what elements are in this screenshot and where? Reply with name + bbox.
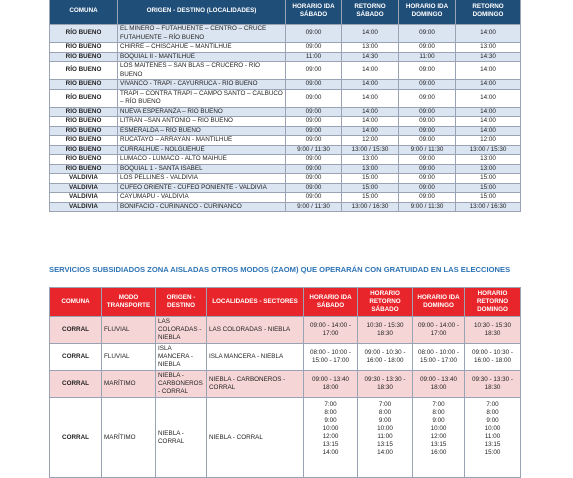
header-origen-destino: ORIGEN - DESTINO xyxy=(156,288,207,317)
cell-ida-sabado: 09:00 xyxy=(286,155,342,165)
cell-localidades: NIEBLA - CARBONEROS - CORRAL xyxy=(207,371,304,398)
table-header-row xyxy=(50,0,521,25)
cell-origen-destino: NUEVA ESPERANZA – RÍO BUENO xyxy=(118,107,286,117)
cell-retorno-sabado: 13:00 xyxy=(342,155,399,165)
header-ida-domingo: HORARIO IDA DOMINGO xyxy=(413,288,465,317)
table-row xyxy=(50,43,521,53)
cell-comuna: RÍO BUENO xyxy=(50,107,118,117)
cell-ida-domingo: 09:00 xyxy=(399,155,456,165)
cell-ida-sabado: 09:00 xyxy=(286,80,342,90)
header-comuna: COMUNA xyxy=(50,0,118,25)
cell-origen-destino: LOS MAITENES – SAN BLAS – CRUCERO - RÍO BUENO xyxy=(118,62,286,80)
cell-origen-destino: ESMERALDA – RÍO BUENO xyxy=(118,126,286,136)
cell-retorno-sabado: 14:00 xyxy=(342,107,399,117)
cell-retorno-sabado: 14:00 xyxy=(342,62,399,80)
table-header-row xyxy=(50,288,521,317)
cell-origen-destino: CURRALHUE - NOLGUEHUE xyxy=(118,145,286,155)
cell-ida-domingo: 09:00 xyxy=(399,164,456,174)
cell-retorno-domingo: 14:00 xyxy=(456,25,521,43)
cell-origen-destino: BOQUIAL II - MANTILHUE xyxy=(118,52,286,62)
cell-ida-sabado: 09:00 xyxy=(286,193,342,203)
cell-retorno-sabado: 7:00 8:00 9:00 10:00 11:00 13:15 14:00 xyxy=(358,398,413,478)
cell-ida-domingo: 09:00 - 13:40 18:00 xyxy=(413,371,465,398)
cell-comuna: RÍO BUENO xyxy=(50,136,118,146)
cell-ida-domingo: 09:00 xyxy=(399,89,456,107)
table-row xyxy=(50,317,521,344)
cell-modo: MARÍTIMO xyxy=(102,398,156,478)
cell-origen-destino: BONIFACIO - CURIÑANCO - CURIÑANCO xyxy=(118,202,286,212)
table-row xyxy=(50,183,521,193)
cell-modo: FLUVIAL xyxy=(102,344,156,371)
cell-origen-destino: TRAPI – CONTRA TRAPI – CAMPO SANTO – CALBUCO – RÍO BUENO xyxy=(118,89,286,107)
cell-ida-sabado: 09:00 - 13:40 18:00 xyxy=(304,371,358,398)
cell-ida-sabado: 9:00 / 11:30 xyxy=(286,145,342,155)
cell-comuna: RÍO BUENO xyxy=(50,89,118,107)
table-row xyxy=(50,371,521,398)
cell-ida-sabado: 09:00 xyxy=(286,25,342,43)
cell-comuna: VALDIVIA xyxy=(50,183,118,193)
section-heading: SERVICIOS SUBSIDIADOS ZONA AISLADAS OTROS MODOS (ZAOM) QUE OPERARÁN CON GRATUIDAD EN LAS ELECCIONES xyxy=(49,265,511,274)
cell-retorno-sabado: 15:00 xyxy=(342,174,399,184)
cell-ida-domingo: 09:00 xyxy=(399,117,456,127)
cell-ida-domingo: 09:00 xyxy=(399,126,456,136)
cell-origen-destino: LAS COLORADAS - NIEBLA xyxy=(156,317,207,344)
cell-retorno-domingo: 10:30 - 15:30 18:30 xyxy=(465,317,521,344)
table-row xyxy=(50,136,521,146)
cell-retorno-domingo: 14:00 xyxy=(456,126,521,136)
cell-retorno-sabado: 14:00 xyxy=(342,126,399,136)
table-row xyxy=(50,62,521,80)
cell-ida-sabado: 09:00 xyxy=(286,117,342,127)
bus-schedule-table xyxy=(49,0,521,212)
cell-retorno-domingo: 14:00 xyxy=(456,89,521,107)
cell-origen-destino: EL MINERO – FUTAHUENTE – CENTRO – CRUCE FUTAHUENTE – RÍO BUENO xyxy=(118,25,286,43)
cell-retorno-domingo: 12:00 xyxy=(456,136,521,146)
table-row xyxy=(50,126,521,136)
cell-retorno-domingo: 15:00 xyxy=(456,193,521,203)
table-row xyxy=(50,202,521,212)
cell-retorno-domingo: 14:30 xyxy=(456,52,521,62)
cell-ida-sabado: 09:00 xyxy=(286,43,342,53)
cell-retorno-domingo: 09:00 - 10:30 - 16:00 - 18:00 xyxy=(465,344,521,371)
table-row xyxy=(50,52,521,62)
table-row xyxy=(50,164,521,174)
cell-origen-destino: ISLA MANCERA - NIEBLA xyxy=(156,344,207,371)
header-modo-transporte: MODO TRANSPORTE xyxy=(102,288,156,317)
cell-comuna: RÍO BUENO xyxy=(50,52,118,62)
cell-origen-destino: NIEBLA - CARBONEROS - CORRAL xyxy=(156,371,207,398)
cell-retorno-sabado: 12:00 xyxy=(342,136,399,146)
cell-ida-domingo: 9:00 / 11:30 xyxy=(399,202,456,212)
cell-ida-sabado: 09:00 xyxy=(286,183,342,193)
table-row xyxy=(50,145,521,155)
cell-comuna: RÍO BUENO xyxy=(50,25,118,43)
header-origen-destino: ORIGEN - DESTINO (LOCALIDADES) xyxy=(118,0,286,25)
cell-retorno-sabado: 13:00 / 16:30 xyxy=(342,202,399,212)
cell-retorno-sabado: 15:00 xyxy=(342,193,399,203)
table-row xyxy=(50,25,521,43)
cell-comuna: CORRAL xyxy=(50,398,102,478)
cell-comuna: VALDIVIA xyxy=(50,202,118,212)
header-retorno-sabado: RETORNO SÁBADO xyxy=(342,0,399,25)
cell-retorno-domingo: 13:00 xyxy=(456,43,521,53)
cell-ida-sabado: 09:00 xyxy=(286,62,342,80)
cell-origen-destino: CHIRRE – CHISCAHUE – MANTILHUE xyxy=(118,43,286,53)
cell-origen-destino: LUMACO - LUMACO - ALTO MAIHUE xyxy=(118,155,286,165)
cell-retorno-sabado: 09:00 - 10:30 - 16:00 - 18:00 xyxy=(358,344,413,371)
table-row xyxy=(50,107,521,117)
cell-ida-domingo: 09:00 xyxy=(399,80,456,90)
cell-comuna: RÍO BUENO xyxy=(50,117,118,127)
table-row xyxy=(50,80,521,90)
cell-ida-sabado: 09:00 xyxy=(286,126,342,136)
cell-ida-domingo: 11:00 xyxy=(399,52,456,62)
cell-comuna: CORRAL xyxy=(50,371,102,398)
cell-comuna: RÍO BUENO xyxy=(50,62,118,80)
header-ida-sabado: HORARIO IDA SÁBADO xyxy=(286,0,342,25)
cell-retorno-domingo: 13:00 xyxy=(456,155,521,165)
cell-origen-destino: CUFEO ORIENTE - CUFEO PONIENTE - VALDIVIA xyxy=(118,183,286,193)
table-row xyxy=(50,117,521,127)
cell-comuna: RÍO BUENO xyxy=(50,145,118,155)
cell-ida-domingo: 08:00 - 10:00 - 15:00 - 17:00 xyxy=(413,344,465,371)
cell-ida-domingo: 09:00 xyxy=(399,43,456,53)
cell-origen-destino: NIEBLA - CORRAL xyxy=(156,398,207,478)
table-row xyxy=(50,155,521,165)
cell-modo: FLUVIAL xyxy=(102,317,156,344)
cell-ida-domingo: 09:00 xyxy=(399,107,456,117)
cell-ida-domingo: 09:00 xyxy=(399,136,456,146)
cell-ida-domingo: 09:00 xyxy=(399,193,456,203)
cell-retorno-sabado: 13:00 xyxy=(342,43,399,53)
cell-retorno-domingo: 15:00 xyxy=(456,174,521,184)
cell-comuna: VALDIVIA xyxy=(50,174,118,184)
table-row xyxy=(50,89,521,107)
cell-retorno-domingo: 14:00 xyxy=(456,62,521,80)
header-retorno-domingo: HORARIO RETORNO DOMINGO xyxy=(465,288,521,317)
cell-ida-sabado: 08:00 - 10:00 - 15:00 - 17:00 xyxy=(304,344,358,371)
cell-origen-destino: BOQUIAL 1 - SANTA ISABEL xyxy=(118,164,286,174)
cell-origen-destino: VIVANCO - TRAPI - CAYURRUCA - RÍO BUENO xyxy=(118,80,286,90)
cell-localidades: ISLA MANCERA - NIEBLA xyxy=(207,344,304,371)
cell-retorno-sabado: 14:00 xyxy=(342,117,399,127)
cell-retorno-domingo: 15:00 xyxy=(456,183,521,193)
cell-retorno-sabado: 13:00 / 15:30 xyxy=(342,145,399,155)
cell-retorno-domingo: 14:00 xyxy=(456,107,521,117)
header-comuna: COMUNA xyxy=(50,288,102,317)
cell-ida-sabado: 09:00 - 14:00 - 17:00 xyxy=(304,317,358,344)
cell-ida-domingo: 7:00 8:00 9:00 10:00 12:00 13:15 16:00 xyxy=(413,398,465,478)
cell-ida-domingo: 09:00 - 14:00 - 17:00 xyxy=(413,317,465,344)
cell-ida-domingo: 09:00 xyxy=(399,174,456,184)
cell-retorno-domingo: 7:00 8:00 9:00 10:00 11:00 13:15 15:00 xyxy=(465,398,521,478)
cell-retorno-domingo: 13:00 / 16:30 xyxy=(456,202,521,212)
cell-retorno-sabado: 10:30 - 15:30 18:30 xyxy=(358,317,413,344)
cell-ida-sabado: 09:00 xyxy=(286,107,342,117)
cell-localidades: LAS COLORADAS - NIEBLA xyxy=(207,317,304,344)
header-retorno-domingo: RETORNO DOMINGO xyxy=(456,0,521,25)
cell-origen-destino: LOS PELLINES - VALDIVIA xyxy=(118,174,286,184)
cell-ida-sabado: 09:00 xyxy=(286,164,342,174)
cell-ida-domingo: 9:00 / 11:30 xyxy=(399,145,456,155)
cell-localidades: NIEBLA - CORRAL xyxy=(207,398,304,478)
cell-retorno-domingo: 14:00 xyxy=(456,80,521,90)
cell-ida-sabado: 7:00 8:00 9:00 10:00 12:00 13:15 14:00 xyxy=(304,398,358,478)
cell-ida-sabado: 11:00 xyxy=(286,52,342,62)
table-row xyxy=(50,193,521,203)
cell-origen-destino: LITRÁN –SAN ANTONIO – RÍO BUENO xyxy=(118,117,286,127)
cell-comuna: CORRAL xyxy=(50,344,102,371)
cell-ida-sabado: 09:00 xyxy=(286,174,342,184)
cell-origen-destino: RUCATAYO – ARRAYÁN - MANTILHUE xyxy=(118,136,286,146)
cell-ida-sabado: 09:00 xyxy=(286,89,342,107)
zaom-schedule-table xyxy=(49,287,521,478)
cell-comuna: VALDIVIA xyxy=(50,193,118,203)
table-row xyxy=(50,398,521,478)
cell-ida-domingo: 09:00 xyxy=(399,62,456,80)
cell-comuna: RÍO BUENO xyxy=(50,126,118,136)
cell-retorno-sabado: 14:00 xyxy=(342,25,399,43)
table-row xyxy=(50,174,521,184)
cell-ida-domingo: 09:00 xyxy=(399,183,456,193)
cell-retorno-domingo: 13:00 / 15:30 xyxy=(456,145,521,155)
cell-comuna: RÍO BUENO xyxy=(50,43,118,53)
cell-retorno-sabado: 09:30 - 13:30 - 18:30 xyxy=(358,371,413,398)
header-retorno-sabado: HORARIO RETORNO SÁBADO xyxy=(358,288,413,317)
cell-retorno-domingo: 13:00 xyxy=(456,164,521,174)
cell-retorno-domingo: 14:00 xyxy=(456,117,521,127)
cell-retorno-sabado: 14:30 xyxy=(342,52,399,62)
header-ida-sabado: HORARIO IDA SÁBADO xyxy=(304,288,358,317)
header-ida-domingo: HORARIO IDA DOMINGO xyxy=(399,0,456,25)
cell-ida-domingo: 09:00 xyxy=(399,25,456,43)
cell-comuna: RÍO BUENO xyxy=(50,164,118,174)
cell-comuna: RÍO BUENO xyxy=(50,80,118,90)
table-row xyxy=(50,344,521,371)
cell-comuna: CORRAL xyxy=(50,317,102,344)
cell-retorno-sabado: 13:00 xyxy=(342,164,399,174)
cell-ida-sabado: 9:00 / 11:30 xyxy=(286,202,342,212)
cell-modo: MARÍTIMO xyxy=(102,371,156,398)
cell-retorno-sabado: 14:00 xyxy=(342,80,399,90)
cell-origen-destino: CAYUMAPU - VALDIVIA xyxy=(118,193,286,203)
cell-ida-sabado: 09:00 xyxy=(286,136,342,146)
cell-retorno-sabado: 14:00 xyxy=(342,89,399,107)
header-localidades: LOCALIDADES - SECTORES xyxy=(207,288,304,317)
cell-retorno-domingo: 09:30 - 13:30 - 18:30 xyxy=(465,371,521,398)
cell-retorno-sabado: 15:00 xyxy=(342,183,399,193)
cell-comuna: RÍO BUENO xyxy=(50,155,118,165)
